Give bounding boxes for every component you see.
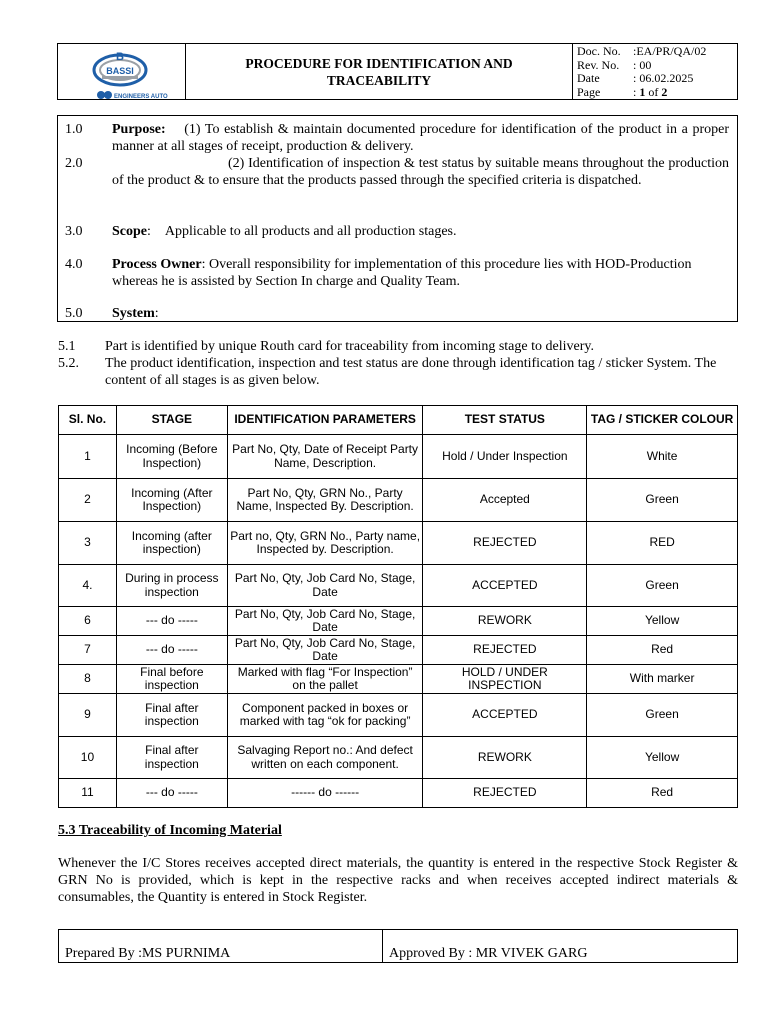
table-row bbox=[59, 565, 738, 607]
cell-tag-colour: White bbox=[587, 435, 738, 479]
section-text: Applicable to all products and all production stages. bbox=[164, 224, 457, 239]
cell-sl-no: 7 bbox=[59, 636, 117, 665]
cell-sl-no: 2 bbox=[59, 479, 117, 522]
logo-badge-letter: B bbox=[116, 51, 124, 63]
subsection-text: The product identification, inspection and test status are done through identification tag / sticker System. The content of all stages is as given below. bbox=[105, 356, 717, 388]
logo-tagline: ENGINEERS AUTO bbox=[114, 94, 168, 100]
cell-test-status: ACCEPTED bbox=[423, 694, 587, 737]
section-label: Purpose bbox=[112, 122, 161, 137]
section-colon: : bbox=[201, 257, 206, 272]
cell-parameters: Part No, Qty, Job Card No, Stage, Date bbox=[227, 636, 423, 665]
sections-box bbox=[57, 115, 738, 322]
cell-tag-colour: Green bbox=[587, 694, 738, 737]
section-text: Overall responsibility for implementation of this procedure lies with HOD-Production whereas he is assisted by Section In charge and Quality Team. bbox=[112, 257, 692, 289]
cell-test-status: REWORK bbox=[423, 737, 587, 779]
section-number: 2.0 bbox=[65, 156, 83, 171]
cell-tag-colour: Green bbox=[587, 479, 738, 522]
cell-test-status: REJECTED bbox=[423, 522, 587, 565]
section-number: 4.0 bbox=[65, 257, 83, 272]
approved-by: Approved By : MR VIVEK GARG bbox=[389, 946, 588, 961]
table-row bbox=[59, 435, 738, 479]
section-number: 1.0 bbox=[65, 122, 83, 137]
subsection-5-2 bbox=[58, 355, 738, 389]
cell-tag-colour: Yellow bbox=[587, 737, 738, 779]
table-row bbox=[59, 522, 738, 565]
table-header-row bbox=[59, 406, 738, 435]
bassi-logo-icon bbox=[58, 44, 185, 101]
table-row bbox=[59, 665, 738, 694]
cell-tag-colour: Green bbox=[587, 565, 738, 607]
table-row bbox=[59, 636, 738, 665]
section-text: (1) To establish & maintain documented procedure for identification of the product in a proper manner at all stages of receipt, production & delivery. bbox=[112, 122, 730, 154]
cell-tag-colour: Red bbox=[587, 636, 738, 665]
cell-test-status: ACCEPTED bbox=[423, 565, 587, 607]
cell-stage: --- do ----- bbox=[116, 779, 227, 808]
cell-stage: --- do ----- bbox=[116, 636, 227, 665]
section-number: 3.0 bbox=[65, 224, 83, 239]
meta-value: :EA/PR/QA/02 bbox=[633, 44, 707, 58]
section-label: Scope bbox=[112, 224, 147, 239]
logo-brand-text: BASSI bbox=[106, 66, 134, 76]
subsection-text: Part is identified by unique Routh card for traceability from incoming stage to delivery. bbox=[105, 339, 594, 354]
cell-stage: Final after inspection bbox=[116, 737, 227, 779]
cell-stage: During in process inspection bbox=[116, 565, 227, 607]
document-meta bbox=[573, 44, 737, 99]
cell-tag-colour: Red bbox=[587, 779, 738, 808]
cell-tag-colour: With marker bbox=[587, 665, 738, 694]
section-number: 5.0 bbox=[65, 306, 83, 321]
cell-stage: --- do ----- bbox=[116, 607, 227, 636]
section-colon: : bbox=[154, 306, 159, 321]
header-sl-no: Sl. No. bbox=[59, 406, 117, 435]
meta-key: Rev. No. bbox=[577, 57, 620, 72]
cell-sl-no: 4. bbox=[59, 565, 117, 607]
cell-test-status: HOLD / UNDER INSPECTION bbox=[423, 665, 587, 694]
subsection-number: 5.1 bbox=[58, 339, 76, 354]
company-logo bbox=[58, 44, 186, 99]
cell-sl-no: 6 bbox=[59, 607, 117, 636]
cell-stage: Incoming (after inspection) bbox=[116, 522, 227, 565]
cell-sl-no: 1 bbox=[59, 435, 117, 479]
cell-parameters: Part No, Qty, Job Card No, Stage, Date bbox=[227, 607, 423, 636]
meta-key: Page bbox=[577, 84, 601, 99]
document-title bbox=[186, 44, 573, 99]
prepared-by: Prepared By :MS PURNIMA bbox=[59, 930, 383, 962]
cell-stage: Incoming (After Inspection) bbox=[116, 479, 227, 522]
cell-parameters: Part No, Qty, Job Card No, Stage, Date bbox=[227, 565, 423, 607]
header-test-status: TEST STATUS bbox=[423, 406, 587, 435]
meta-value: : 1 of 2 bbox=[633, 84, 668, 99]
table-row bbox=[59, 479, 738, 522]
table-row bbox=[59, 737, 738, 779]
section-text: (2) Identification of inspection & test status by suitable means throughout the production of the product & to ensure that the products passed through the specified criteria is dispatched. bbox=[112, 156, 729, 188]
cell-test-status: REJECTED bbox=[423, 636, 587, 665]
section-colon: : bbox=[147, 224, 151, 239]
cell-stage: Incoming (Before Inspection) bbox=[116, 435, 227, 479]
cell-sl-no: 3 bbox=[59, 522, 117, 565]
identification-table bbox=[58, 405, 738, 808]
meta-rev-no bbox=[577, 59, 737, 73]
meta-value: : 00 bbox=[633, 57, 652, 72]
meta-doc-no bbox=[577, 45, 737, 59]
cell-parameters: Part No, Qty, GRN No., Party Name, Inspected By. Description. bbox=[227, 479, 423, 522]
table-row bbox=[59, 607, 738, 636]
cell-parameters: Part No, Qty, Date of Receipt Party Name, Description. bbox=[227, 435, 423, 479]
meta-date bbox=[577, 72, 737, 86]
cell-stage: Final before inspection bbox=[116, 665, 227, 694]
meta-value: : 06.02.2025 bbox=[633, 71, 694, 85]
section-colon: : bbox=[161, 122, 166, 137]
cell-parameters: Marked with flag “For Inspection” on the pallet bbox=[227, 665, 423, 694]
title-line-1: PROCEDURE FOR IDENTIFICATION AND bbox=[245, 55, 513, 71]
cell-sl-no: 9 bbox=[59, 694, 117, 737]
meta-key: Date bbox=[577, 71, 600, 85]
traceability-heading: 5.3 Traceability of Incoming Material bbox=[58, 823, 282, 838]
subsection-5-1 bbox=[58, 338, 738, 355]
cell-tag-colour: RED bbox=[587, 522, 738, 565]
cell-parameters: Component packed in boxes or marked with tag “ok for packing” bbox=[227, 694, 423, 737]
cell-parameters: ------ do ------ bbox=[227, 779, 423, 808]
header-stage: STAGE bbox=[116, 406, 227, 435]
meta-page bbox=[577, 86, 737, 100]
system-subsections bbox=[58, 338, 738, 389]
cell-parameters: Salvaging Report no.: And defect written on each component. bbox=[227, 737, 423, 779]
document-header bbox=[57, 43, 738, 100]
section-label: Process Owner bbox=[112, 257, 202, 272]
cell-sl-no: 10 bbox=[59, 737, 117, 779]
section-label: System bbox=[112, 306, 155, 321]
cell-test-status: Hold / Under Inspection bbox=[423, 435, 587, 479]
meta-key: Doc. No. bbox=[577, 44, 621, 58]
subsection-number: 5.2. bbox=[58, 356, 79, 371]
header-tag-colour: TAG / STICKER COLOUR bbox=[587, 406, 738, 435]
cell-sl-no: 11 bbox=[59, 779, 117, 808]
cell-sl-no: 8 bbox=[59, 665, 117, 694]
approval-footer bbox=[58, 929, 738, 963]
table-body bbox=[59, 435, 738, 808]
header-identification-parameters: IDENTIFICATION PARAMETERS bbox=[227, 406, 423, 435]
table-row bbox=[59, 694, 738, 737]
cell-parameters: Part no, Qty, GRN No., Party name, Inspected by. Description. bbox=[227, 522, 423, 565]
table-row bbox=[59, 779, 738, 808]
cell-stage: Final after inspection bbox=[116, 694, 227, 737]
cell-tag-colour: Yellow bbox=[587, 607, 738, 636]
title-line-2: TRACEABILITY bbox=[326, 72, 432, 88]
traceability-text: Whenever the I/C Stores receives accepted direct materials, the quantity is entered in the respective Stock Register & GRN No is provided, which is kept in the respective racks and when receives accepted indirect materials & consumables, the Quantity is entered in Stock Register. bbox=[58, 856, 738, 905]
cell-test-status: Accepted bbox=[423, 479, 587, 522]
cell-test-status: REJECTED bbox=[423, 779, 587, 808]
cell-test-status: REWORK bbox=[423, 607, 587, 636]
